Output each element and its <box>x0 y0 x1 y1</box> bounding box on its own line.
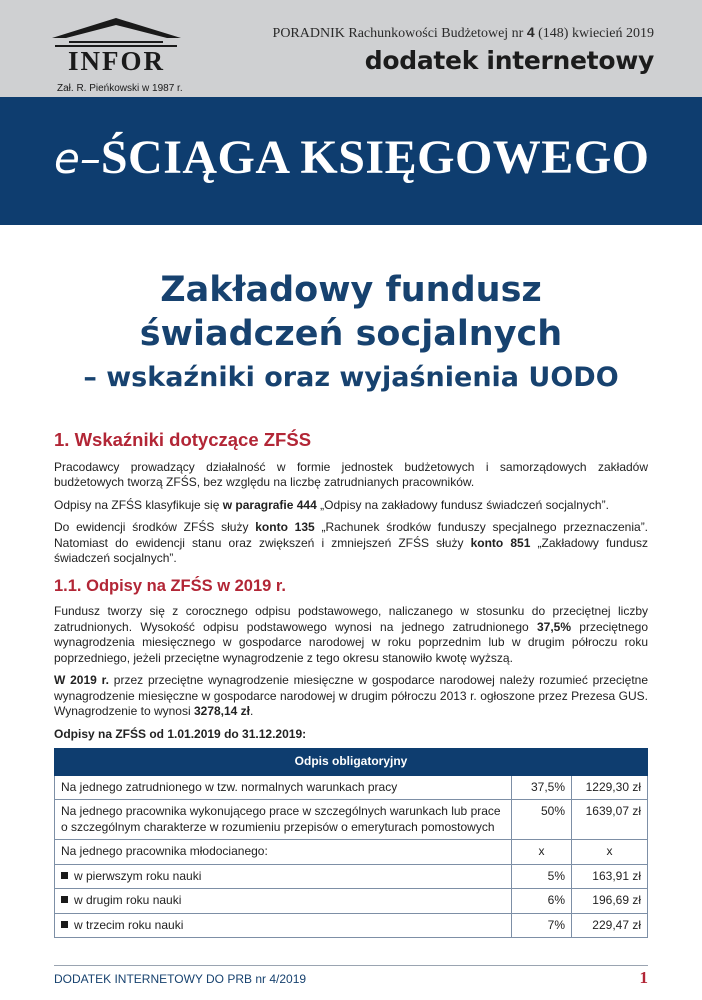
publication-line <box>273 24 654 42</box>
row-percent: 37,5% <box>512 775 572 800</box>
text-bold: Odpisy na ZFŚS od 1.01.2019 do 31.12.2019: <box>54 726 307 741</box>
row-label-cell <box>55 864 512 889</box>
logo-subtitle: Zał. R. Pieńkowski w 1987 r. <box>57 83 183 94</box>
text-bold: W 2019 r. <box>54 673 109 687</box>
paragraph <box>54 604 648 666</box>
square-bullet-icon <box>61 896 68 903</box>
paragraph: Pracodawcy prowadzący działalność w formie jednostek budżetowych i samorządowych zakładów budżetowych tworzą ZFŚS, bez względu na liczbę zatrudnianych pracowników. <box>54 459 648 489</box>
text-run: „Rachunek środków funduszy specjalnego przeznaczenia”. Natomiast do ewidencji stanu oraz zwiększeń i zmniejszeń ZFŚS służy <box>54 520 649 550</box>
section-heading: 1. Wskaźniki dotyczące ZFŚS <box>54 429 312 450</box>
brand-title <box>54 130 649 185</box>
row-label: Na jednego zatrudnionego w tzw. normalnych warunkach pracy <box>55 775 512 800</box>
text-bold: w paragrafie 444 <box>222 497 317 512</box>
row-percent: 50% <box>512 800 572 840</box>
row-percent: 5% <box>512 864 572 889</box>
table-row <box>55 913 648 938</box>
issue-number: 4 <box>526 24 535 40</box>
table-row <box>55 800 648 840</box>
text-run: Odpisy na ZFŚS klasyfikuje się <box>54 497 223 512</box>
row-label: Na jednego pracownika wykonującego prace w szczególnych warunkach lub prace o szczególnym charakterze w rozumieniu przepisów o emeryturach pomostowych <box>55 800 512 840</box>
text-run: „Odpisy na zakładowy fundusz świadczeń socjalnych”. <box>316 497 609 512</box>
publication-name: Rachunkowości Budżetowej <box>348 26 509 41</box>
publication-info <box>273 24 654 75</box>
row-amount: 163,91 zł <box>572 864 648 889</box>
title-line-2: świadczeń socjalnych <box>139 314 563 354</box>
table-header: Odpis obligatoryjny <box>55 749 648 776</box>
text-run: Fundusz tworzy się z corocznego odpisu podstawowego, naliczanego w stosunku do przeciętnej liczby zatrudnionych. Wysokość odpisu podstawowego wynosi na jednego zatrudnionego <box>54 604 648 634</box>
text-run: „Zakładowy fundusz świadczeń socjalnych”. <box>54 535 648 565</box>
square-bullet-icon <box>61 872 68 879</box>
text-run: Do ewidencji środków ZFŚS służy <box>54 520 256 534</box>
row-amount: x <box>572 840 648 865</box>
row-label: w drugim roku nauki <box>74 893 182 907</box>
text-run: przez przeciętne wynagrodzenie miesięczne w gospodarce narodowej należy rozumieć przeciętne wynagrodzenie miesięczne w gospodarce narodowej w drugim półroczu 2013 r. ogłoszone przez Prezesa GUS. Wynagrodzenie to wynosi <box>54 673 648 718</box>
row-label-cell <box>55 913 512 938</box>
square-bullet-icon <box>61 921 68 928</box>
text-run: przeciętnego wynagrodzenia miesięcznego w gospodarce narodowej w roku poprzednim lub w drugim półroczu roku poprzedniego, jeżeli przeciętne wynagrodzenie z tego okresu stanowiło kwotę wyższą. <box>54 619 648 665</box>
title-line-3: – wskaźniki oraz wyjaśnienia UODO <box>83 362 619 393</box>
table-caption <box>54 727 648 743</box>
rates-table <box>54 748 648 938</box>
infor-logo <box>49 16 184 94</box>
issue-label: nr <box>511 26 524 41</box>
supplement-label: dodatek internetowy <box>364 46 654 75</box>
subsection-heading: 1.1. Odpisy na ZFŚS w 2019 r. <box>54 576 287 595</box>
row-amount: 1229,30 zł <box>572 775 648 800</box>
row-label: w trzecim roku nauki <box>74 917 184 932</box>
footer-divider <box>54 965 648 966</box>
issue-date: (148) kwiecień 2019 <box>538 26 654 41</box>
paragraph <box>54 673 648 720</box>
row-label-cell <box>55 889 512 914</box>
row-percent: 7% <box>512 913 572 938</box>
row-label: w pierwszym roku nauki <box>74 868 202 883</box>
paragraph <box>54 520 648 567</box>
row-amount: 196,69 zł <box>572 889 648 914</box>
article-title <box>0 268 702 396</box>
page-number: 1 <box>639 968 648 987</box>
text-bold: konto 851 <box>470 535 531 550</box>
article-body <box>54 429 649 938</box>
row-amount: 1639,07 zł <box>572 800 648 840</box>
publication-prefix: PORADNIK <box>272 26 345 41</box>
footer-text: DODATEK INTERNETOWY DO PRB nr 4/2019 <box>54 972 307 986</box>
brand-name: ŚCIĄGA KSIĘGOWEGO <box>100 131 650 184</box>
table-row <box>55 840 648 865</box>
paragraph <box>54 498 648 514</box>
row-percent: 6% <box>512 889 572 914</box>
row-percent: x <box>512 840 572 865</box>
text-run: . <box>250 704 254 718</box>
row-amount: 229,47 zł <box>572 913 648 938</box>
table-row <box>55 889 648 914</box>
title-line-1: Zakładowy fundusz <box>160 270 542 310</box>
table-row <box>55 864 648 889</box>
row-label: Na jednego pracownika młodocianego: <box>55 840 512 865</box>
brand-prefix: e– <box>54 134 101 183</box>
text-bold: 3278,14 zł <box>193 704 251 718</box>
text-bold: 37,5% <box>536 619 572 634</box>
table-row <box>55 775 648 800</box>
table-header-row <box>55 749 648 776</box>
text-bold: konto 135 <box>255 520 315 534</box>
logo-wordmark: INFOR <box>68 46 165 76</box>
